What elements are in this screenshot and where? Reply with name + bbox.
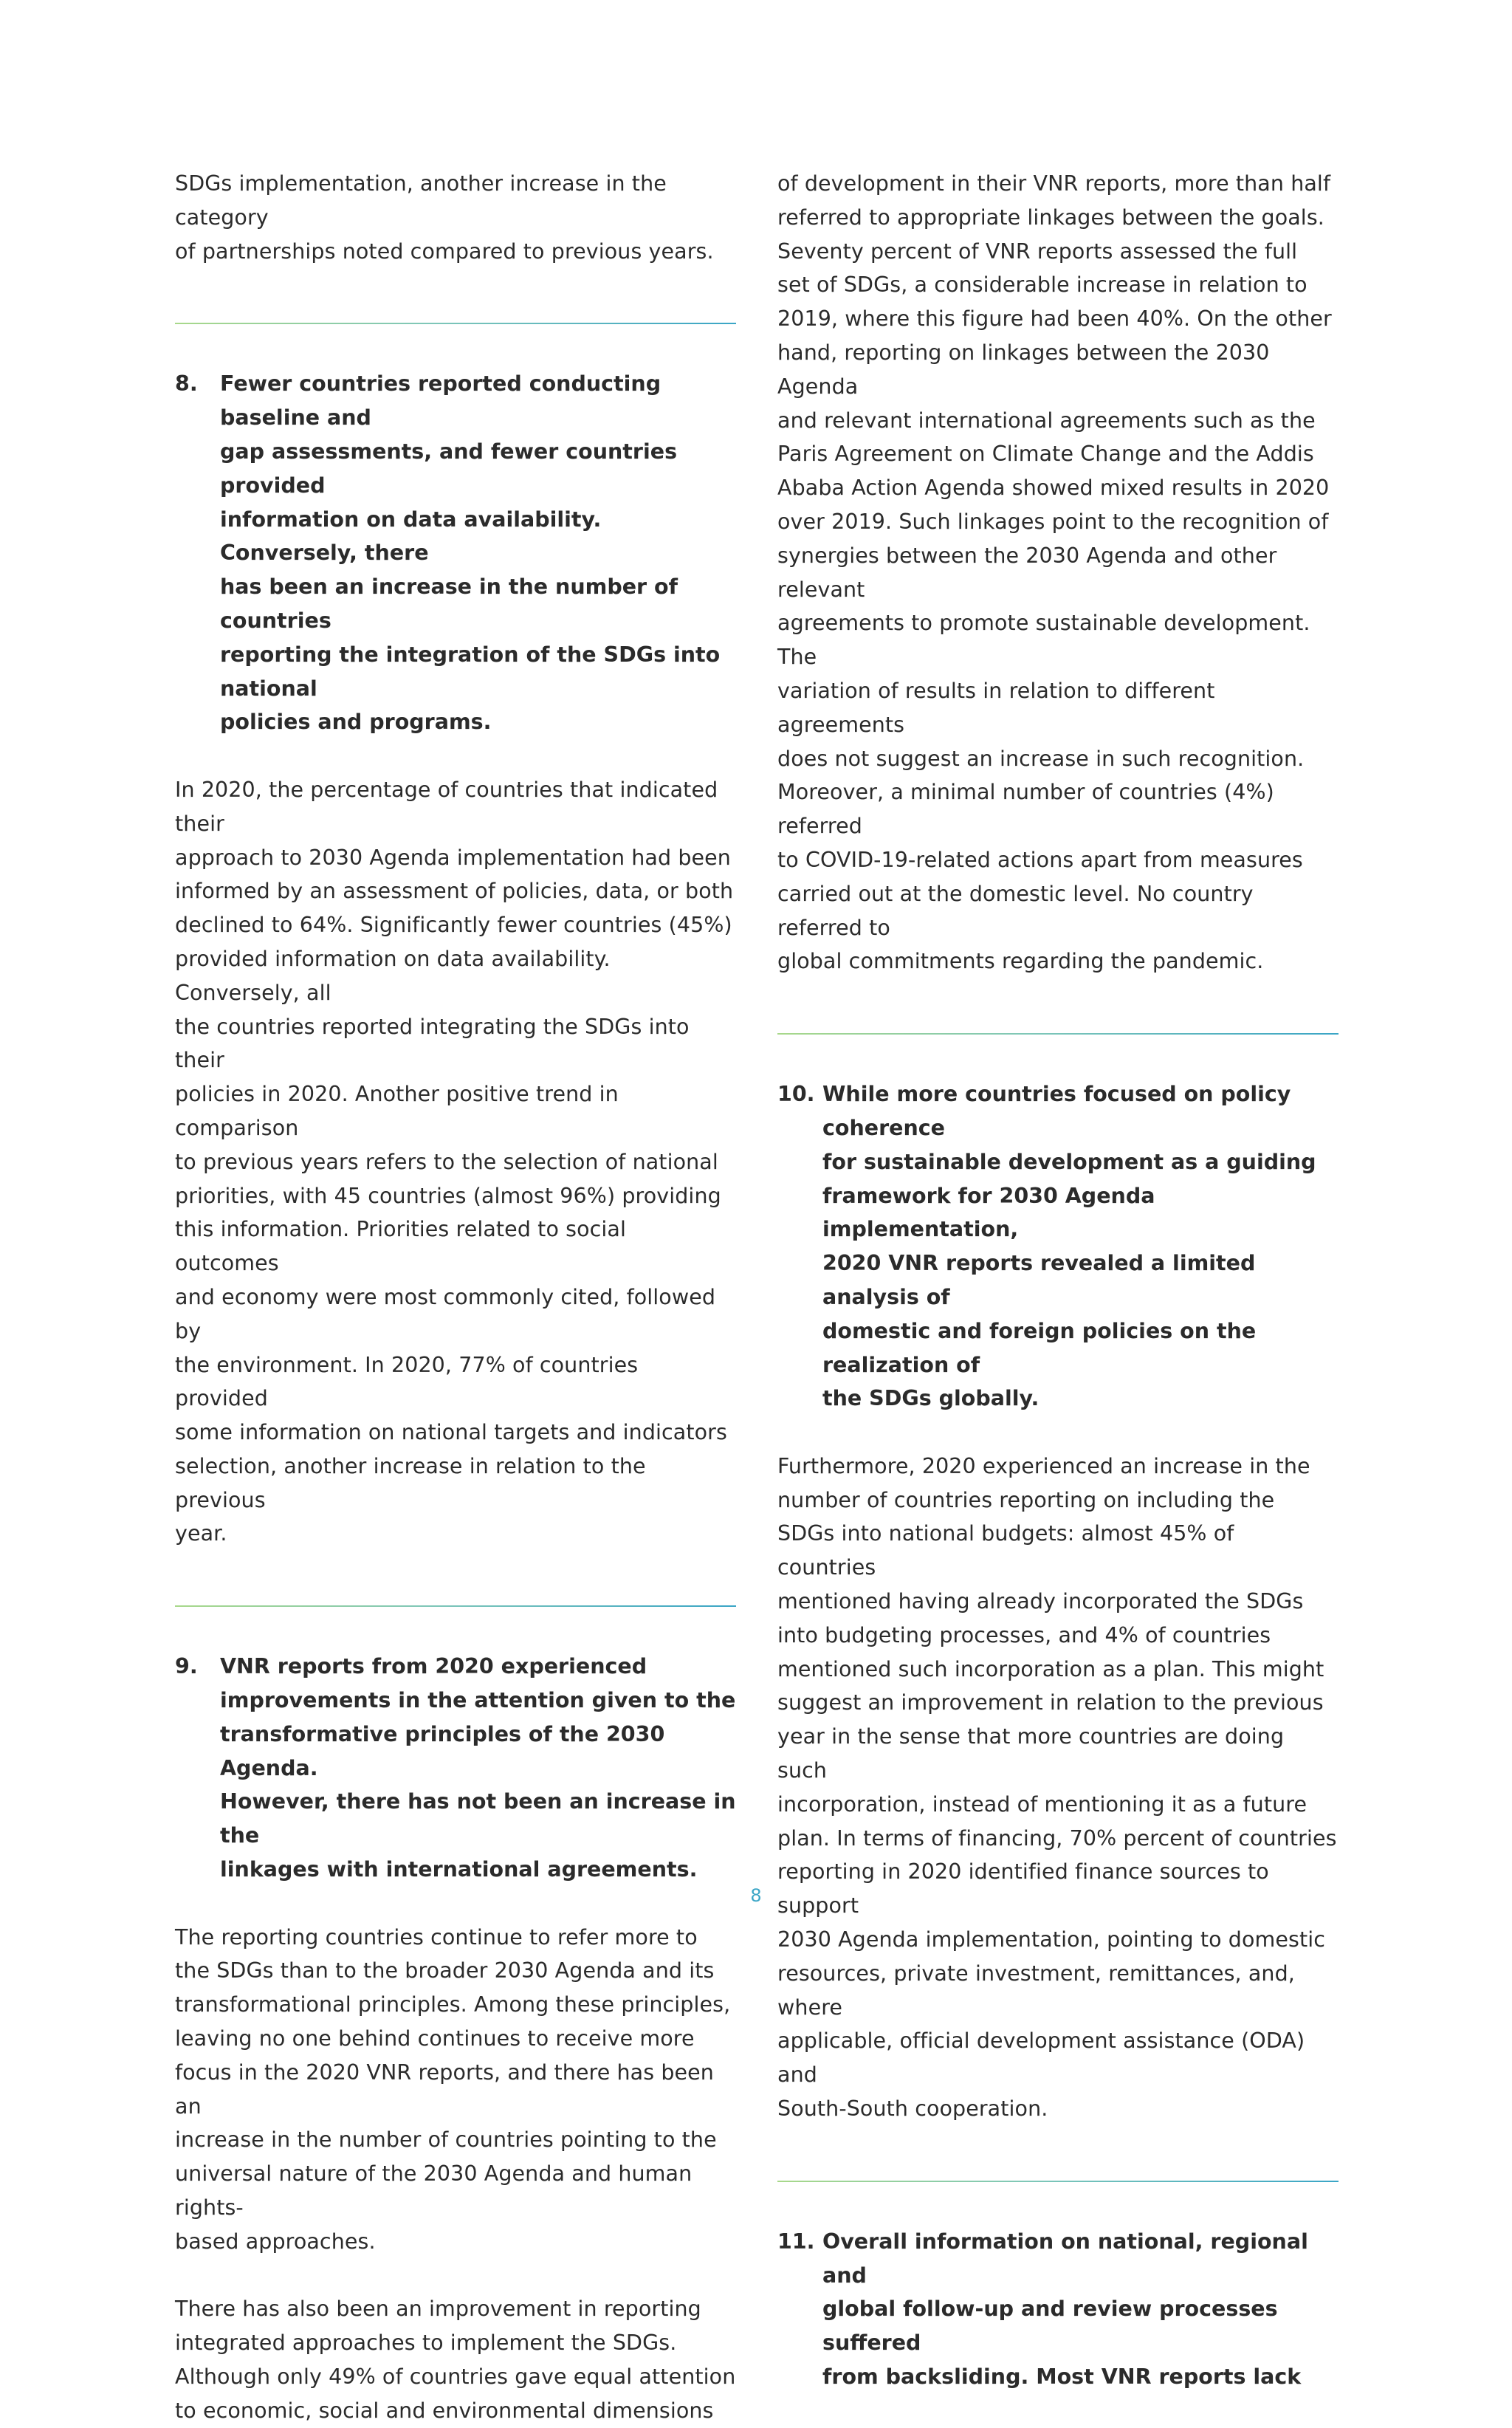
finding-8 (175, 367, 736, 739)
right-column (777, 167, 1339, 2394)
intro-paragraph: SDGs implementation, another increase in the category of partnerships noted compared to previous years. (175, 171, 714, 264)
finding-heading: Overall information on national, regional and global follow-up and review processes suffered from backsliding. Most VNR reports lack (822, 2229, 1308, 2390)
finding-11 (777, 2225, 1339, 2394)
finding-8-paragraph: In 2020, the percentage of countries that indicated their approach to 2030 Agenda implementation had been informed by an assessment of policies, data, or both declined to 64%. Significantly fewer countries (45%) provided information on data availability. Conversely, all the countries reported integrating the SDGs into their policies in 2020. Another positive trend in comparison to previous years refers to the selection of national priorities, with 45 countries (almost 96%) providing this information. Priorities related to social outcomes and economy were most commonly cited, followed by the environment. In 2020, 77% of countries provided some information on national targets and indicators selection, another increase in relation to the previous year. (175, 777, 734, 1546)
finding-9 (175, 1650, 736, 1887)
finding-number: 9. (175, 1654, 198, 1679)
finding-number: 11. (777, 2229, 815, 2254)
continued-paragraph: of development in their VNR reports, more than half referred to appropriate linkages between the goals. Seventy percent of VNR reports assessed the full set of SDGs, a considerable increase in relation to 2019, where this figure had been 40%. On the other hand, reporting on linkages between the 2030 Agenda and relevant international agreements such as the Paris Agreement on Climate Change and the Addis Ababa Action Agenda showed mixed results in 2020 over 2019. Such linkages point to the recognition of synergies between the 2030 Agenda and other relevant agreements to promote sustainable development. The variation of results in relation to different agreements does not suggest an increase in such recognition. Moreover, a minimal number of countries (4%) referred to COVID-19-related actions apart from measures carried out at the domestic level. No country referred to global commitments regarding the pandemic. (777, 171, 1332, 974)
finding-heading: VNR reports from 2020 experienced improvements in the attention given to the transformative principles of the 2030 Agenda. However, there has not been an increase in the linkages with international agreements. (220, 1654, 736, 1882)
finding-10 (777, 1077, 1339, 1416)
finding-number: 10. (777, 1082, 815, 1107)
finding-heading: While more countries focused on policy coherence for sustainable development as a guiding framework for 2030 Agenda implementation, 2020 VNR reports revealed a limited analysis of domestic and foreign policies on the realization of the SDGs globally. (822, 1082, 1316, 1411)
finding-10-paragraph: Furthermore, 2020 experienced an increase in the number of countries reporting on including the SDGs into national budgets: almost 45% of countries mentioned having already incorporated the SDGs into budgeting processes, and 4% of countries mentioned such incorporation as a plan. This might suggest an improvement in relation to the previous year in the sense that more countries are doing such incorporation, instead of mentioning it as a future plan. In terms of financing, 70% percent of countries reporting in 2020 identified finance sources to support 2030 Agenda implementation, pointing to domestic resources, private investment, remittances, and, where applicable, official development assistance (ODA) and South-South cooperation. (777, 1453, 1337, 2122)
finding-heading: Fewer countries reported conducting baseline and gap assessments, and fewer countries provided information on data availability. Conversely, there has been an increase in the number of countries reporting the integration of the SDGs into national policies and programs. (220, 371, 721, 735)
left-column (175, 167, 736, 2428)
finding-number: 8. (175, 371, 198, 397)
page-number: 8 (750, 1885, 762, 1906)
finding-9-paragraph-2: There has also been an improvement in reporting integrated approaches to implement the SDGs. Although only 49% of countries gave equal attention to economic, social and environmental dimensions (175, 2297, 736, 2423)
finding-9-paragraph-1: The reporting countries continue to refer more to the SDGs than to the broader 2030 Agenda and its transformational principles. Among these principles, leaving no one behind continues to receive more focus in the 2020 VNR reports, and there has been an increase in the number of countries pointing to the universal nature of the 2030 Agenda and human rights- based approaches. (175, 1924, 731, 2254)
